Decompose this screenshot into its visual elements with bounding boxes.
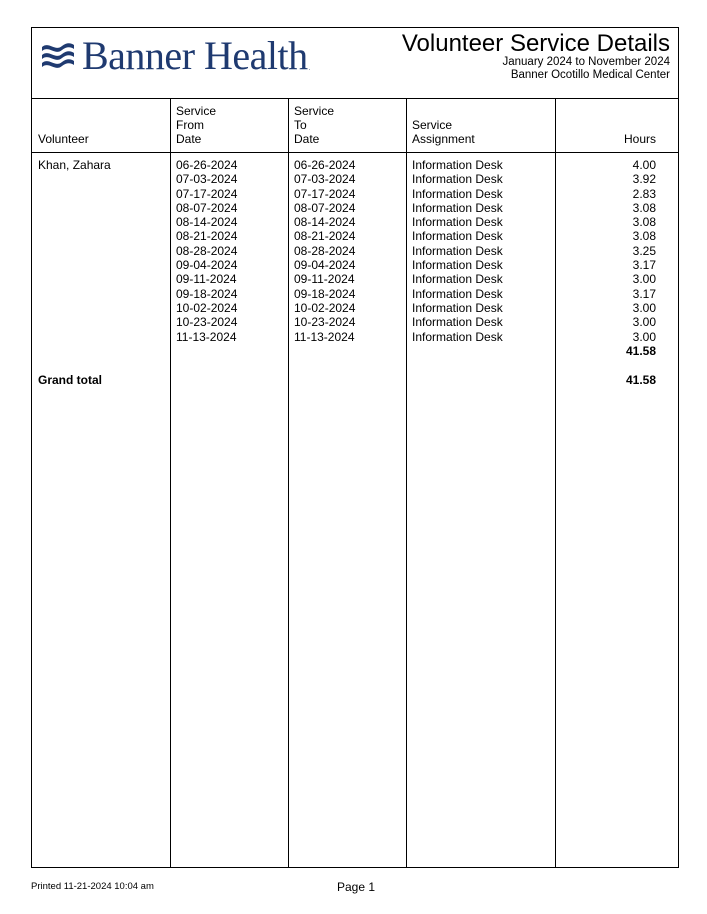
- column-header-volunteer: Volunteer: [38, 132, 89, 146]
- service-from-date-column: [176, 158, 237, 344]
- service-to-date-cell: 09-11-2024: [294, 272, 355, 287]
- hours-cell: 2.83: [632, 186, 656, 201]
- service-assignment-cell: Information Desk: [412, 200, 503, 215]
- service-assignment-cell: Information Desk: [412, 215, 503, 230]
- service-to-date-cell: 09-04-2024: [294, 258, 356, 273]
- report-facility: Banner Ocotillo Medical Center: [510, 69, 670, 81]
- service-to-date-cell: 10-02-2024: [294, 300, 356, 315]
- grand-total-value: 41.58: [625, 373, 656, 387]
- service-assignment-cell: Information Desk: [412, 158, 503, 172]
- page-number: Page 1: [337, 880, 376, 894]
- column-header-service-assignment: Service Assignment: [412, 118, 475, 146]
- service-to-date-cell: 11-13-2024: [294, 329, 355, 344]
- report-page: [31, 27, 679, 868]
- service-to-date-cell: 07-17-2024: [294, 186, 356, 201]
- service-from-date-cell: 09-18-2024: [176, 286, 238, 301]
- column-divider: [555, 98, 556, 867]
- service-assignment-column: [412, 158, 503, 344]
- hours-cell: 3.00: [632, 272, 656, 287]
- service-to-date-cell: 09-18-2024: [294, 286, 356, 301]
- service-from-date-cell: 07-17-2024: [176, 186, 238, 201]
- service-from-date-cell: 08-14-2024: [176, 215, 238, 230]
- service-assignment-cell: Information Desk: [412, 258, 503, 273]
- column-header-service-to-date: Service To Date: [294, 104, 335, 146]
- service-from-date-cell: 08-28-2024: [176, 243, 238, 258]
- service-from-date-cell: 08-21-2024: [176, 229, 238, 244]
- service-to-date-column: [294, 158, 355, 344]
- banner-health-logo: [40, 34, 310, 78]
- service-from-date-cell: 09-04-2024: [176, 258, 238, 273]
- grand-total-label: Grand total: [38, 373, 103, 387]
- service-to-date-cell: 08-07-2024: [294, 200, 356, 215]
- service-assignment-cell: Information Desk: [412, 329, 503, 344]
- service-from-date-cell: 11-13-2024: [176, 329, 237, 344]
- service-assignment-cell: Information Desk: [412, 272, 503, 287]
- volunteer-name: Khan, Zahara: [38, 158, 111, 172]
- column-divider: [406, 98, 407, 867]
- service-assignment-cell: Information Desk: [412, 315, 503, 330]
- hours-cell: 3.17: [632, 258, 656, 273]
- service-from-date-cell: 06-26-2024: [176, 158, 238, 172]
- service-from-date-cell: 08-07-2024: [176, 200, 238, 215]
- service-to-date-cell: 06-26-2024: [294, 158, 356, 172]
- hours-cell: 3.00: [632, 315, 656, 330]
- report-header: [32, 28, 678, 99]
- service-assignment-cell: Information Desk: [412, 172, 503, 187]
- service-from-date-cell: 09-11-2024: [176, 272, 237, 287]
- service-from-date-cell: 07-03-2024: [176, 172, 238, 187]
- service-from-date-cell: 10-23-2024: [176, 315, 238, 330]
- hours-cell: 3.92: [632, 172, 656, 187]
- hours-cell: 3.17: [632, 286, 656, 301]
- hours-cell: 3.08: [632, 215, 656, 230]
- service-assignment-cell: Information Desk: [412, 286, 503, 301]
- brand-name: Banner Health: [82, 33, 308, 78]
- hours-cell: 3.08: [632, 200, 656, 215]
- banner-wave-icon: [40, 38, 76, 74]
- column-header-row: [32, 98, 678, 153]
- service-to-date-cell: 07-03-2024: [294, 172, 356, 187]
- report-date-range: January 2024 to November 2024: [502, 56, 670, 68]
- hours-column: [626, 158, 656, 358]
- trademark-mark: .: [308, 66, 311, 72]
- hours-cell: 4.00: [632, 158, 656, 172]
- hours-cell: 3.25: [632, 243, 656, 258]
- service-to-date-cell: 10-23-2024: [294, 315, 356, 330]
- column-header-hours: Hours: [623, 132, 656, 146]
- volunteer-subtotal: 41.58: [625, 343, 656, 358]
- hours-cell: 3.00: [632, 300, 656, 315]
- service-from-date-cell: 10-02-2024: [176, 300, 238, 315]
- report-title: Volunteer Service Details: [401, 30, 670, 57]
- service-assignment-cell: Information Desk: [412, 186, 503, 201]
- hours-cell: 3.08: [632, 229, 656, 244]
- column-divider: [288, 98, 289, 867]
- service-to-date-cell: 08-28-2024: [294, 243, 356, 258]
- service-assignment-cell: Information Desk: [412, 300, 503, 315]
- service-assignment-cell: Information Desk: [412, 229, 503, 244]
- printed-timestamp: Printed 11-21-2024 10:04 am: [31, 881, 154, 892]
- column-header-service-from-date: Service From Date: [176, 104, 217, 146]
- service-to-date-cell: 08-14-2024: [294, 215, 356, 230]
- service-assignment-cell: Information Desk: [412, 243, 503, 258]
- hours-cell: 3.00: [632, 329, 656, 344]
- service-to-date-cell: 08-21-2024: [294, 229, 356, 244]
- column-divider: [170, 98, 171, 867]
